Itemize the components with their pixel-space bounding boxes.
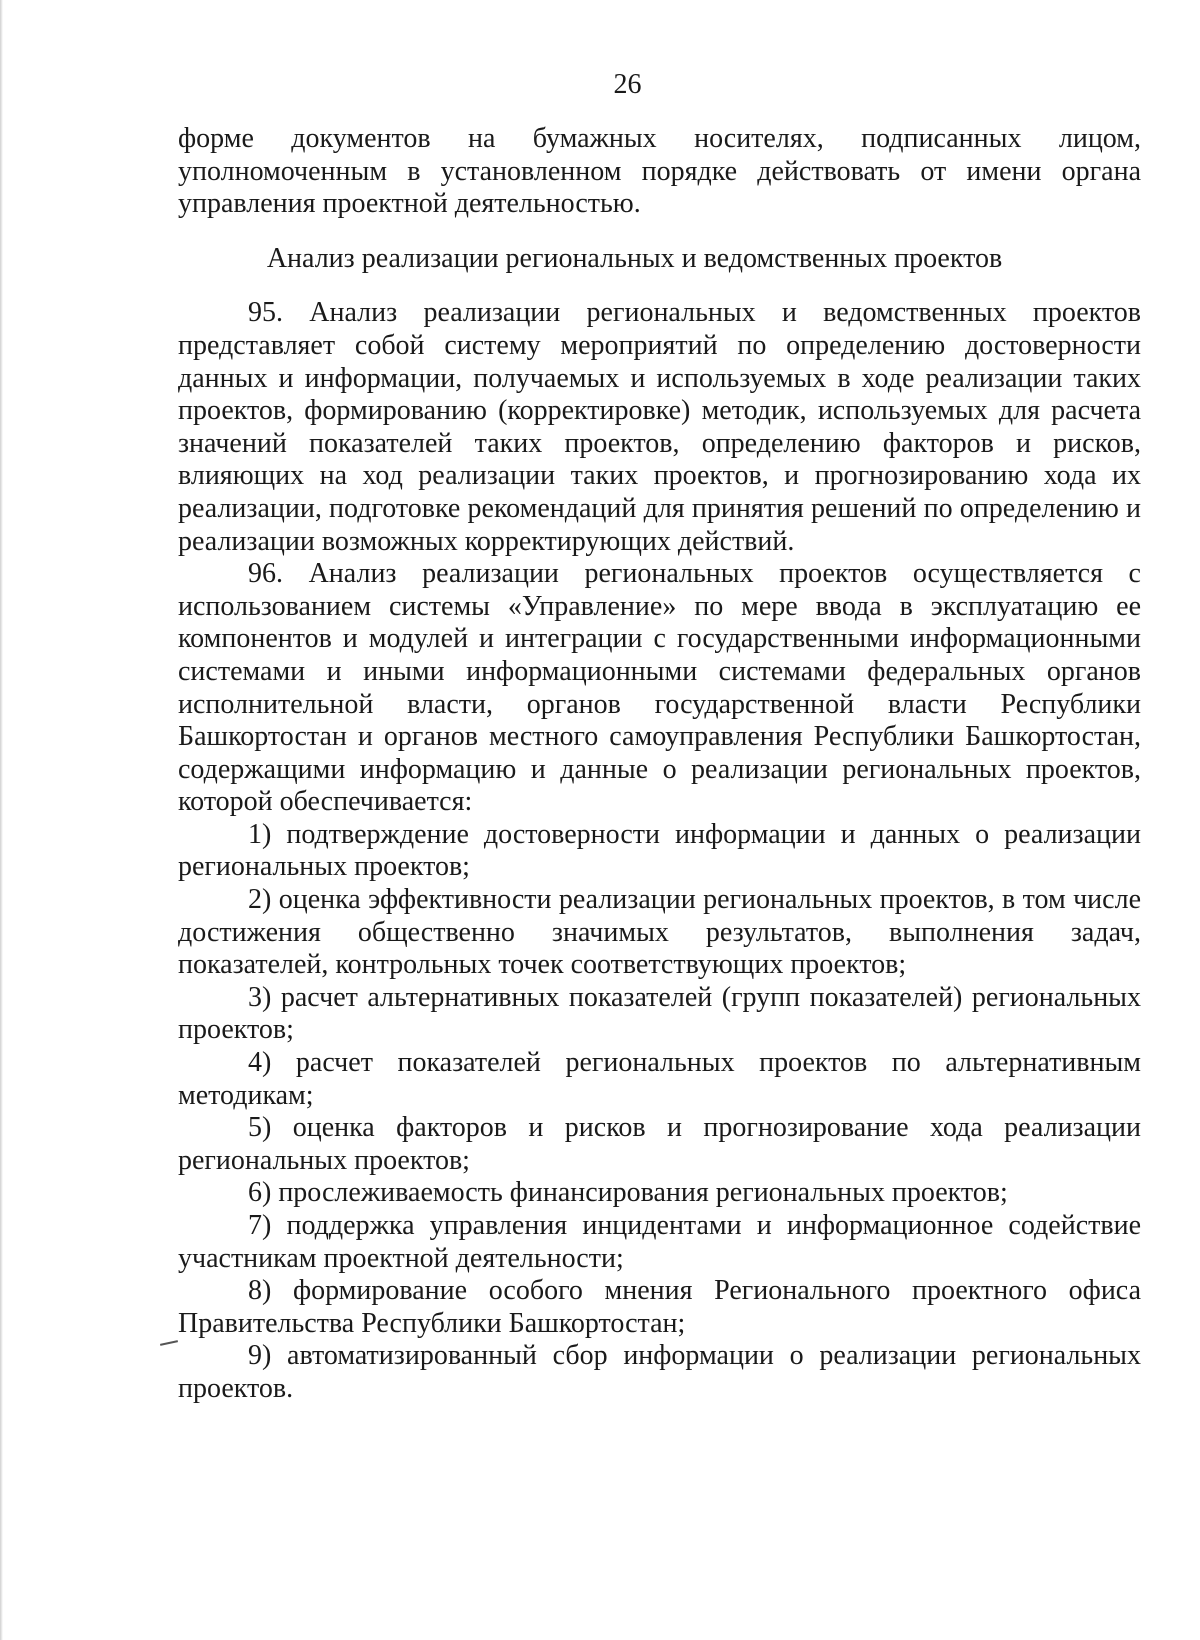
list-item-9: 9) автоматизированный сбор информации о реализации региональных проектов. — [178, 1340, 1141, 1404]
page-number: 26 — [613, 69, 642, 100]
paragraph-96: 96. Анализ реализации региональных проектов осуществляется с использованием системы «Управление» по мере ввода в эксплуатацию ее компонентов и модулей и интеграции с государственными информационными системами и иными информационными системами федеральных органов исполнительной власти, органов государственной власти Республики Башкортостан и органов местного самоуправления Республики Башкортостан, содержащими информацию и данные о реализации региональных проектов, которой обеспечивается: — [178, 558, 1141, 818]
list-item-3: 3) расчет альтернативных показателей (групп показателей) региональных проектов; — [178, 981, 1141, 1046]
paragraph-95: 95. Анализ реализации региональных и ведомственных проектов представляет собой систему мероприятий по определению достоверности данных и информации, получаемых и используемых в ходе реализации таких проектов, формированию (корректировке) методик, используемых для расчета значений показателей таких проектов, определению факторов и рисков, влияющих на ход реализации таких проектов, и прогнозированию хода их реализации, подготовке рекомендаций для принятия решений по определению и реализации возможных корректирующих действий. — [178, 297, 1141, 557]
list-item-2: 2) оценка эффективности реализации региональных проектов, в том числе достижения общественно значимых результатов, выполнения задач, показателей, контрольных точек соответствующих проектов; — [178, 884, 1141, 981]
scan-edge-shadow — [0, 0, 3, 1640]
list-item-1: 1) подтверждение достоверности информации и данных о реализации региональных проектов; — [178, 818, 1141, 883]
list-item-5: 5) оценка факторов и рисков и прогнозирование хода реализации региональных проектов; — [178, 1112, 1141, 1176]
list-item-4: 4) расчет показателей региональных проектов по альтернативным методикам; — [178, 1047, 1141, 1111]
list-item-7: 7) поддержка управления инцидентами и информационное содействие участникам проектной деятельности; — [178, 1210, 1141, 1274]
list-item-6: 6) прослеживаемость финансирования региональных проектов; — [248, 1177, 1008, 1209]
section-heading: Анализ реализации региональных и ведомственных проектов — [266, 242, 1003, 274]
intro-paragraph: форме документов на бумажных носителях, подписанных лицом, уполномоченным в установленном порядке действовать от имени органа управления проектной деятельностью. — [178, 123, 1141, 220]
page-content — [178, 123, 1141, 1406]
list-item-8: 8) формирование особого мнения Регионального проектного офиса Правительства Республики Башкортостан; — [178, 1275, 1141, 1339]
pen-mark — [160, 1340, 178, 1346]
